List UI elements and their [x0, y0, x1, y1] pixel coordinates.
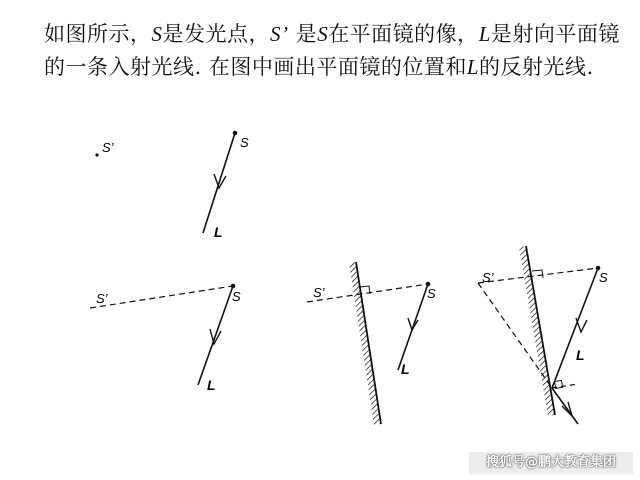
problem-part: 是	[288, 22, 318, 46]
panel-step-3	[478, 246, 608, 424]
dashed-line-s-s-prime	[307, 284, 428, 302]
point-s-symbol: S	[151, 22, 163, 46]
problem-part: 在平面镜的像，	[328, 22, 479, 46]
label-l: L	[207, 377, 216, 393]
label-s: S	[427, 286, 436, 301]
point-s-symbol: S	[317, 22, 329, 46]
label-s: S	[599, 270, 608, 285]
ray-l-symbol: L	[466, 55, 480, 79]
label-s: S	[240, 135, 249, 150]
panel-step-1	[90, 284, 241, 393]
label-l: L	[214, 224, 223, 240]
problem-part: 是发光点，	[162, 22, 270, 46]
panel-step-2	[307, 262, 436, 425]
image-s-prime-symbol: S’	[270, 22, 289, 46]
ray-l-symbol: L	[478, 22, 491, 46]
plane-mirror	[526, 246, 555, 415]
problem-part: 如图所示，	[44, 22, 152, 46]
right-angle-mark	[532, 270, 543, 278]
incident-ray-l	[203, 133, 235, 233]
label-s: S	[232, 289, 241, 304]
label-s-prime: S’	[313, 285, 325, 300]
problem-part: 的反射光线.	[479, 55, 594, 79]
right-angle-mark	[555, 380, 563, 388]
watermark: 搜狐号@鹏大教育集团	[469, 452, 633, 474]
reflected-ray	[552, 388, 578, 424]
label-l: L	[576, 347, 585, 363]
problem-part: 是射向平面镜的一条入射光线. 在图中画出平面镜的位置和	[44, 22, 620, 79]
label-s-prime: S’	[482, 270, 494, 285]
point-s-prime	[95, 153, 98, 156]
label-s-prime: S’	[96, 291, 108, 306]
incident-ray-l	[198, 286, 233, 385]
label-s-prime: S’	[102, 140, 114, 155]
label-l: L	[401, 361, 410, 377]
dashed-line-s-s-prime	[90, 286, 233, 308]
incident-ray-l	[552, 268, 598, 388]
arrow-head	[408, 318, 418, 330]
mirror-hatching	[519, 246, 555, 416]
panel-question	[95, 131, 249, 240]
